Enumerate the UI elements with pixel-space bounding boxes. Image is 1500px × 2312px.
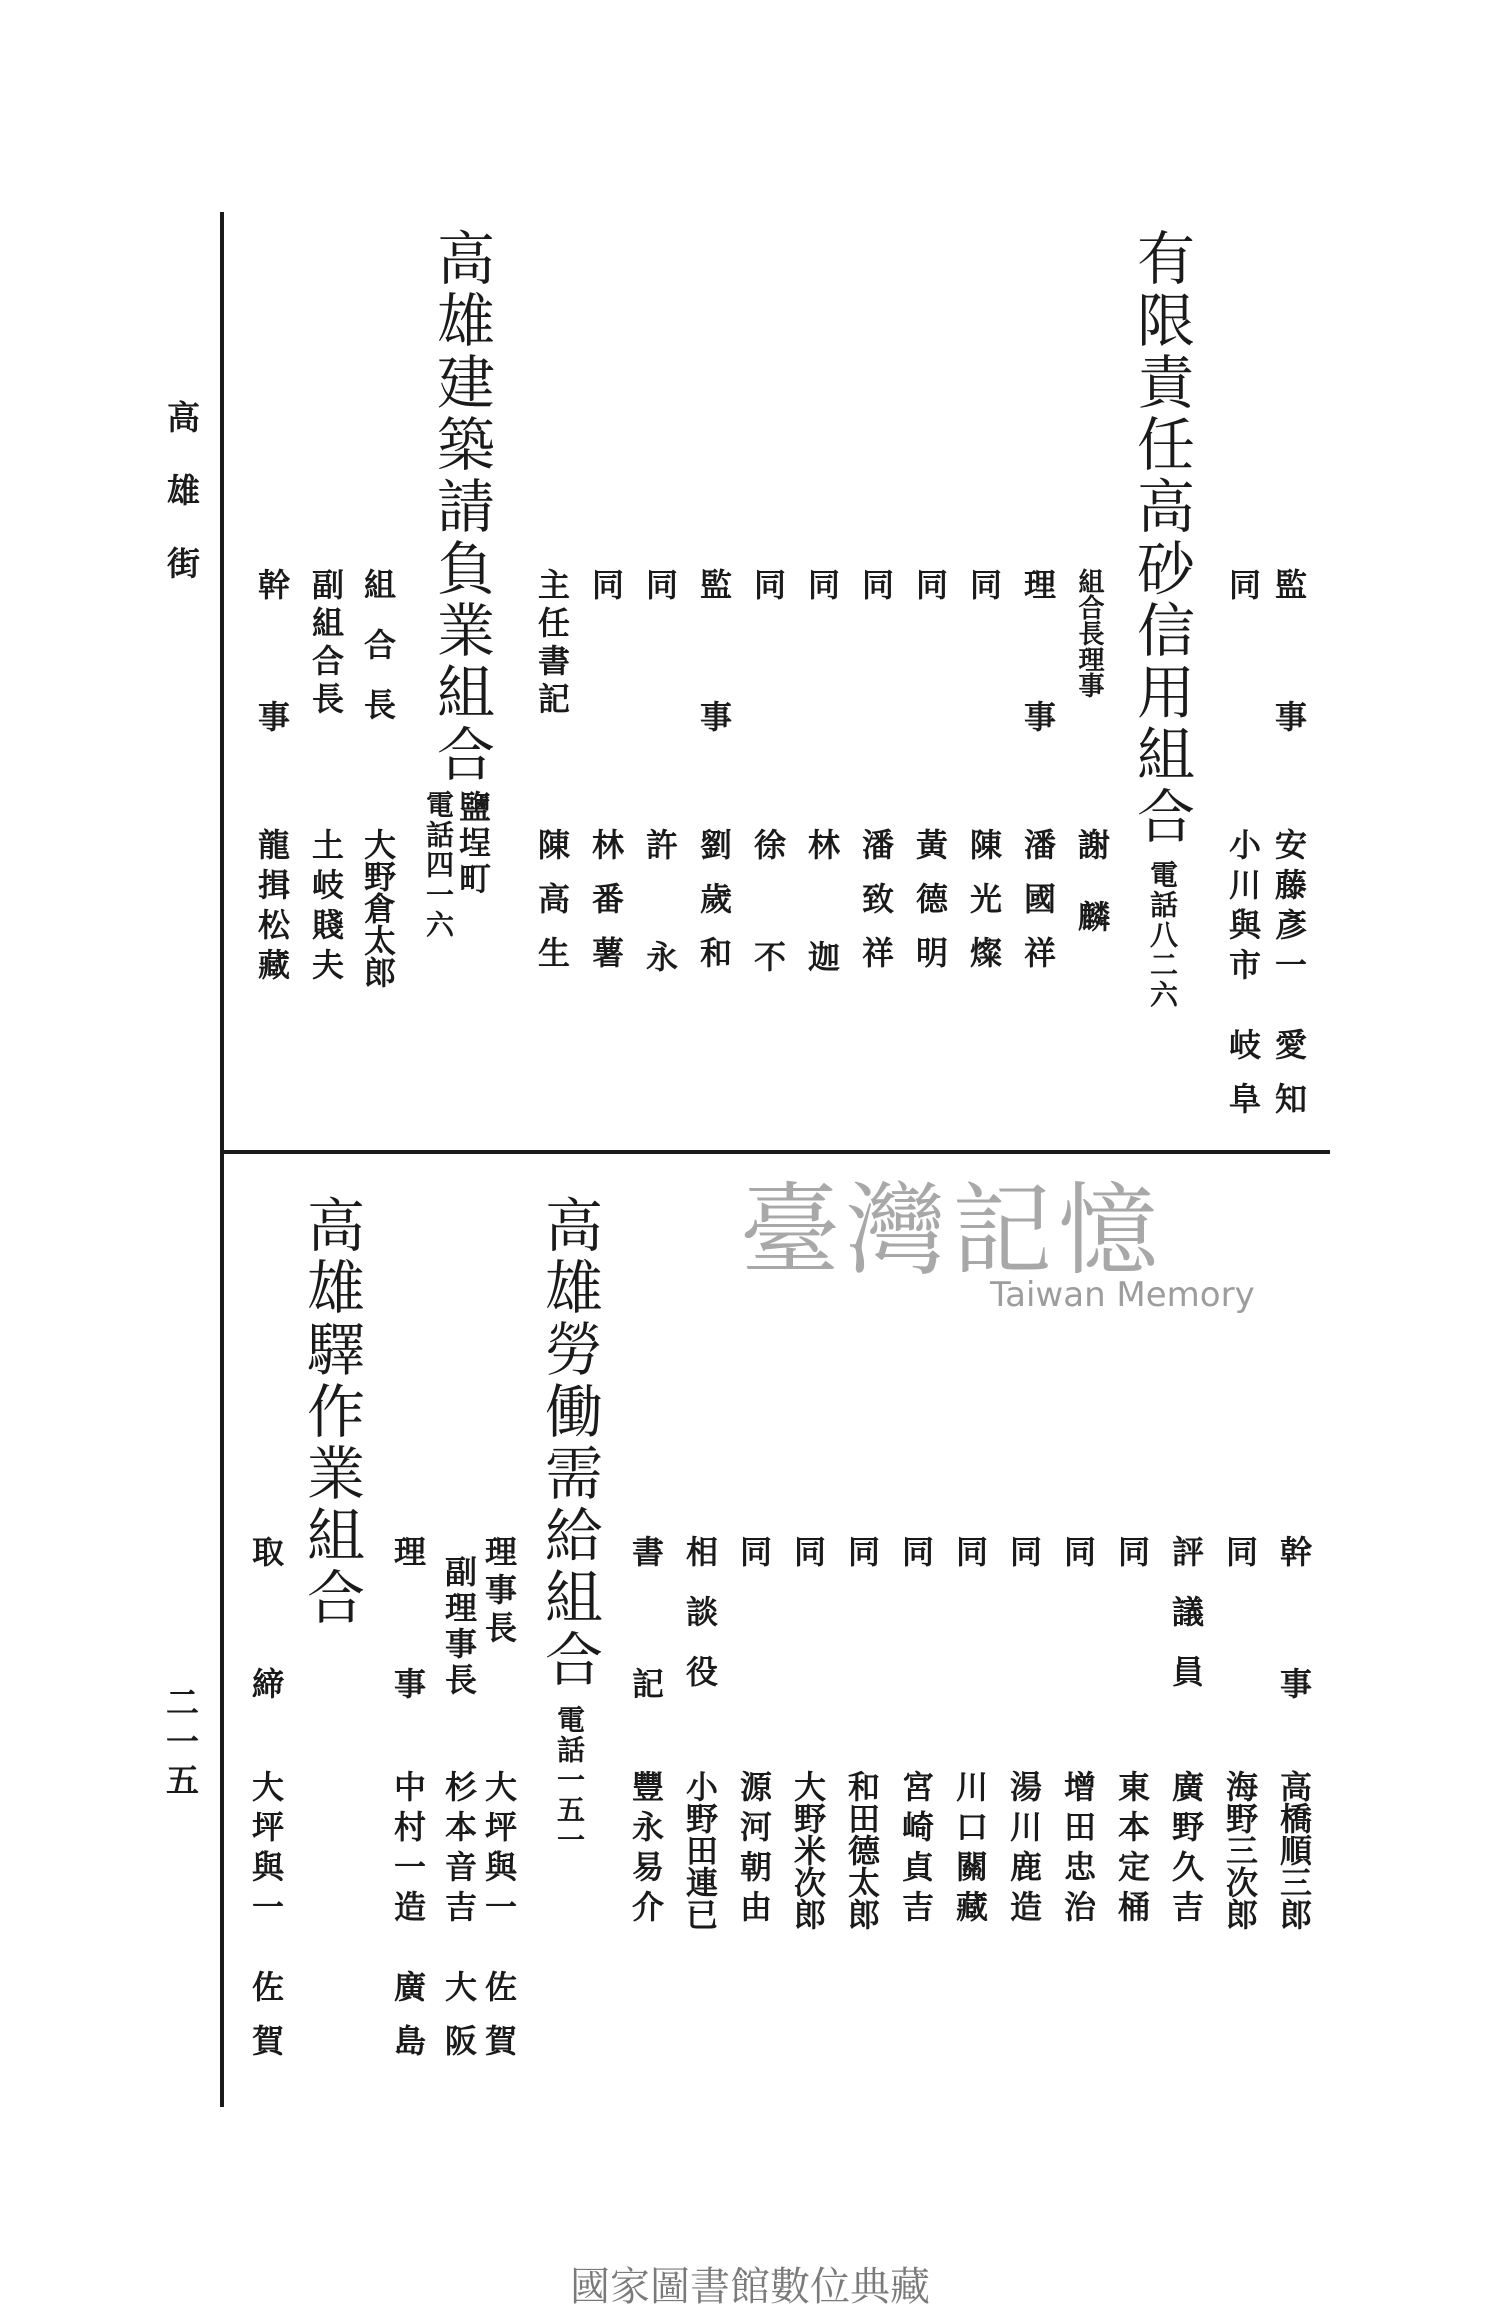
member-name: 黃德明	[911, 828, 949, 990]
role-label: 同	[1221, 1535, 1259, 1567]
role-label: 書記	[627, 1535, 665, 1799]
member-origin: 廣島	[389, 1970, 427, 2078]
role-label: 同	[857, 568, 895, 600]
member-name: 土岐賤夫	[307, 828, 345, 988]
role-label: 同	[1059, 1535, 1097, 1567]
role-label: 副理事長	[440, 1555, 478, 1699]
watermark-taiwan-memory-text: Taiwan Memory	[990, 1275, 1255, 1315]
left-margin-rule	[220, 212, 224, 2107]
role-label: 理事	[389, 1535, 427, 1799]
role-label: 幹事	[1275, 1535, 1313, 1799]
member-name: 許永	[641, 828, 679, 1052]
member-name: 潘國祥	[1019, 828, 1057, 990]
member-name: 源河朝由	[735, 1770, 773, 1930]
role-label: 同	[911, 568, 949, 600]
member-origin: 佐賀	[247, 1970, 285, 2078]
role-label: 同	[735, 1535, 773, 1567]
member-name: 和田德太郎	[843, 1770, 881, 1930]
member-name: 潘致祥	[857, 828, 895, 990]
role-label: 組合長	[359, 568, 397, 748]
role-label: 同	[1113, 1535, 1151, 1567]
role-label: 同	[951, 1535, 989, 1567]
member-name: 中村一造	[389, 1770, 427, 1930]
member-name: 謝麟	[1073, 828, 1111, 972]
role-label: 同	[803, 568, 841, 600]
role-label: 相談役	[681, 1535, 719, 1715]
member-name: 徐不	[749, 828, 787, 1052]
member-name: 廣野久吉	[1167, 1770, 1205, 1930]
footer-digital-archive-credit: 國家圖書館數位典藏	[570, 2264, 930, 2310]
page-number: 二一五	[161, 1685, 200, 1802]
role-label: 監事	[1270, 568, 1308, 832]
role-label: 理事	[1019, 568, 1057, 832]
role-label: 取締	[247, 1535, 285, 1799]
member-origin: 愛知	[1270, 1028, 1308, 1136]
member-name: 湯川鹿造	[1005, 1770, 1043, 1930]
member-name: 東本定桶	[1113, 1770, 1151, 1930]
member-name: 龍揖松藏	[253, 828, 291, 988]
member-name: 安藤彥一	[1270, 828, 1308, 988]
member-name: 劉歲和	[695, 828, 733, 990]
role-label: 同	[587, 568, 625, 600]
member-name: 高橋順三郎	[1275, 1770, 1313, 1930]
role-label: 同	[897, 1535, 935, 1567]
section-title: 高雄勞働需給組合	[535, 1195, 603, 1691]
section-title: 有限責任高砂信用組合	[1127, 228, 1195, 848]
member-name: 宮崎貞吉	[897, 1770, 935, 1930]
role-label: 組合長理事	[1074, 568, 1104, 698]
member-origin: 佐賀	[480, 1970, 518, 2078]
role-label: 同	[843, 1535, 881, 1567]
role-label: 幹事	[253, 568, 291, 832]
member-name: 海野三次郎	[1221, 1770, 1259, 1930]
member-name: 小川與市	[1224, 828, 1262, 988]
phone-number: 電話四一六	[422, 790, 455, 940]
role-label: 評議員	[1167, 1535, 1205, 1715]
member-name: 林迦	[803, 828, 841, 1052]
member-origin: 大阪	[440, 1970, 478, 2078]
role-label: 理事長	[480, 1535, 518, 1649]
role-label: 同	[1005, 1535, 1043, 1567]
member-name: 大坪與一	[247, 1770, 285, 1930]
union-address: 鹽埕町	[454, 790, 492, 898]
running-head: 高雄街	[162, 400, 201, 619]
member-name: 小野田連已	[681, 1770, 719, 1930]
phone-number: 電話一五一	[553, 1705, 586, 1855]
role-label: 同	[641, 568, 679, 600]
section-title: 高雄建築請負業組合	[427, 228, 495, 786]
phone-number: 電話八二六	[1146, 860, 1179, 1010]
role-label: 監事	[695, 568, 733, 832]
role-label: 同	[749, 568, 787, 600]
member-origin: 岐阜	[1224, 1028, 1262, 1136]
member-name: 林番薯	[587, 828, 625, 990]
role-label: 同	[789, 1535, 827, 1567]
role-label: 同	[965, 568, 1003, 600]
member-name: 杉本音吉	[440, 1770, 478, 1930]
member-name: 豐永易介	[627, 1770, 665, 1930]
member-name: 川口關藏	[951, 1770, 989, 1930]
member-name: 陳光燦	[965, 828, 1003, 990]
member-name: 大野米次郎	[789, 1770, 827, 1930]
role-label: 主任書記	[533, 568, 571, 720]
member-name: 大坪與一	[480, 1770, 518, 1930]
watermark-taiwan-memory-logo: 臺灣記憶	[740, 1172, 1164, 1289]
member-name: 增田忠治	[1059, 1770, 1097, 1930]
member-name: 大野倉太郎	[359, 828, 397, 988]
member-name: 陳高生	[533, 828, 571, 990]
section-title: 高雄驛作業組合	[297, 1195, 365, 1629]
role-label: 副組合長	[307, 568, 345, 720]
role-label: 同	[1224, 568, 1262, 600]
